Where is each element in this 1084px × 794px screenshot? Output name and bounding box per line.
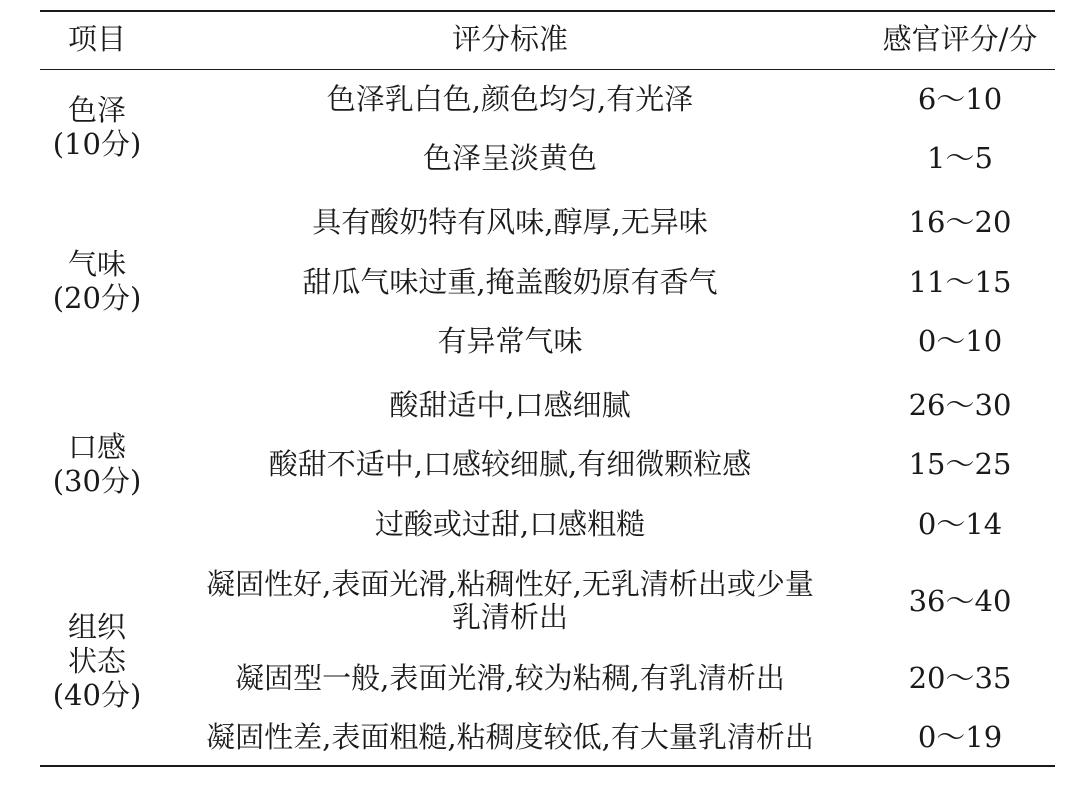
score-mouthfeel-3: 0～14 (917, 507, 1003, 541)
category-mouthfeel-label: 口感 (67, 430, 126, 464)
header-criteria: 评分标准 (451, 22, 569, 56)
criteria-color-2: 色泽呈淡黄色 (422, 141, 598, 175)
category-texture-points: (40分) (52, 678, 142, 712)
category-texture (53, 610, 142, 712)
category-mouthfeel-points: (30分) (52, 464, 142, 498)
score-odor-2: 11～15 (908, 265, 1012, 299)
criteria-color-1: 色泽乳白色,颜色均匀,有光泽 (326, 82, 694, 116)
criteria-texture-3: 凝固性差,表面粗糙,粘稠度较低,有大量乳清析出 (206, 720, 814, 754)
category-color-points: (10分) (52, 127, 142, 161)
score-color-2: 1～5 (927, 141, 993, 175)
score-odor-3: 0～10 (917, 324, 1003, 358)
score-texture-2: 20～35 (908, 661, 1012, 695)
header-score: 感官评分/分 (882, 22, 1038, 56)
score-mouthfeel-2: 15～25 (908, 447, 1012, 481)
criteria-mouthfeel-3: 过酸或过甜,口感粗糙 (374, 507, 646, 541)
criteria-mouthfeel-2: 酸甜不适中,口感较细腻,有细微颗粒感 (268, 447, 752, 481)
category-color (53, 93, 142, 161)
criteria-texture-1-line-1: 凝固性好,表面光滑,粘稠性好,无乳清析出或少量 (206, 567, 814, 601)
score-color-1: 6～10 (917, 82, 1003, 116)
category-texture-label-1: 组织 (67, 610, 126, 644)
table-header-rule (40, 69, 1055, 70)
criteria-texture-1 (206, 568, 814, 634)
category-odor-points: (20分) (52, 281, 142, 315)
category-odor-label: 气味 (67, 247, 126, 281)
criteria-mouthfeel-1: 酸甜适中,口感细腻 (389, 388, 631, 422)
table-bottom-rule (40, 765, 1055, 767)
score-texture-1: 36～40 (908, 584, 1012, 618)
score-mouthfeel-1: 26～30 (908, 388, 1012, 422)
criteria-texture-2: 凝固型一般,表面光滑,较为粘稠,有乳清析出 (235, 661, 785, 695)
category-odor (53, 247, 142, 315)
criteria-odor-3: 有异常气味 (437, 324, 583, 358)
score-odor-1: 16～20 (908, 205, 1012, 239)
header-item: 项目 (67, 22, 127, 56)
criteria-odor-1: 具有酸奶特有风味,醇厚,无异味 (312, 205, 708, 239)
category-color-label: 色泽 (67, 93, 126, 127)
score-texture-3: 0～19 (917, 720, 1003, 754)
table-top-rule (40, 10, 1055, 12)
category-texture-label-2: 状态 (67, 644, 126, 678)
criteria-odor-2: 甜瓜气味过重,掩盖酸奶原有香气 (302, 265, 718, 299)
criteria-texture-1-line-2: 乳清析出 (451, 600, 568, 634)
category-mouthfeel (53, 430, 142, 498)
